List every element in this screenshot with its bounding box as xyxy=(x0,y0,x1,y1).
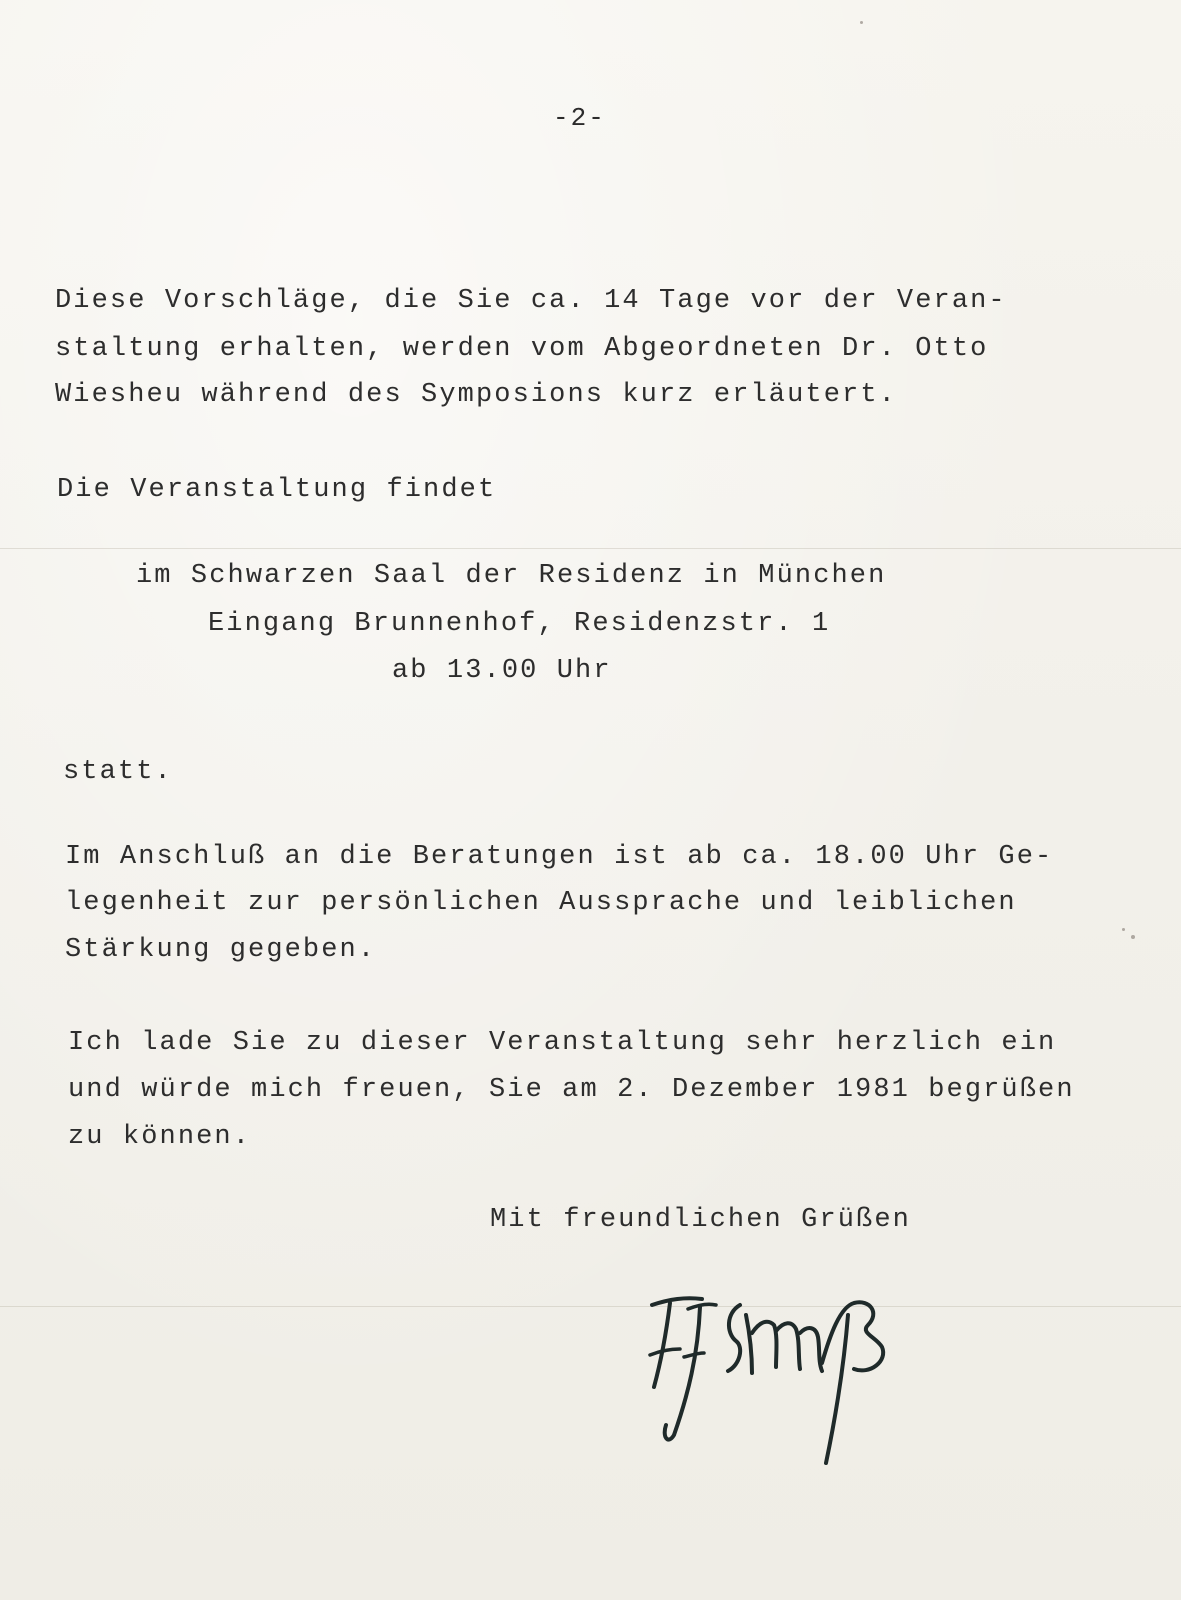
location-line-2: Eingang Brunnenhof, Residenzstr. 1 xyxy=(208,609,831,639)
paragraph-3-line-2: legenheit zur persönlichen Aussprache und leiblichen xyxy=(65,888,1017,918)
closing-salutation: Mit freundlichen Grüßen xyxy=(490,1205,911,1235)
paragraph-2-end: statt. xyxy=(63,757,173,787)
paper-speck xyxy=(1131,935,1135,939)
paragraph-4-line-3: zu können. xyxy=(68,1122,252,1152)
paragraph-1-line-2: staltung erhalten, werden vom Abgeordneten Dr. Otto xyxy=(55,334,989,364)
location-line-3: ab 13.00 Uhr xyxy=(392,656,612,686)
paper-speck xyxy=(1122,928,1125,931)
paragraph-1-line-3: Wiesheu während des Symposions kurz erläutert. xyxy=(55,380,897,410)
paragraph-4-line-1: Ich lade Sie zu dieser Veranstaltung sehr herzlich ein xyxy=(68,1028,1057,1058)
page-number: -2- xyxy=(553,103,606,133)
paper-fold-line xyxy=(0,548,1181,549)
paragraph-2-intro: Die Veranstaltung findet xyxy=(57,475,497,505)
paragraph-3-line-1: Im Anschluß an die Beratungen ist ab ca. 18.00 Uhr Ge- xyxy=(65,842,1054,872)
paragraph-1-line-1: Diese Vorschläge, die Sie ca. 14 Tage vor der Veran- xyxy=(55,286,1007,316)
handwritten-signature xyxy=(640,1285,910,1480)
paper-fold-line xyxy=(0,1306,1181,1307)
paragraph-3-line-3: Stärkung gegeben. xyxy=(65,935,377,965)
location-line-1: im Schwarzen Saal der Residenz in München xyxy=(136,561,887,591)
paper-speck xyxy=(860,21,863,24)
paragraph-4-line-2: und würde mich freuen, Sie am 2. Dezember 1981 begrüßen xyxy=(68,1075,1075,1105)
